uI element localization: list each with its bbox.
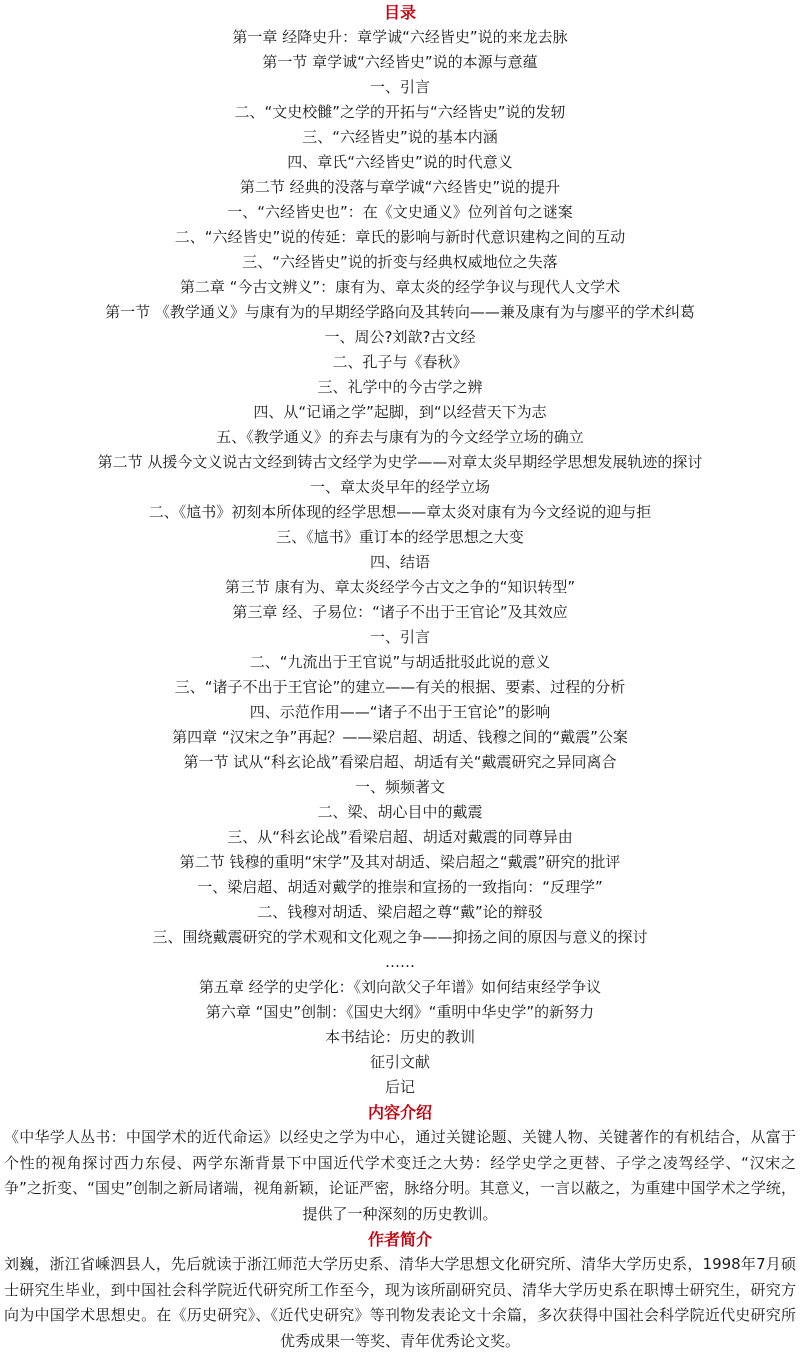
toc-item: 一、频频著文 <box>354 778 445 796</box>
toc-item: 一、引言 <box>369 78 430 96</box>
toc-item: 征引文献 <box>369 1053 430 1071</box>
toc-item: 第三章 经、子易位：“诸子不出于王官论”及其效应 <box>232 603 568 621</box>
toc-item: 第二章 “今古文辨义”：康有为、章太炎的经学争议与现代人文学术 <box>179 278 621 296</box>
toc-item: 二、“文史校雠”之学的开拓与“六经皆史”说的发轫 <box>234 103 566 121</box>
toc-item: 本书结论：历史的教训 <box>324 1028 475 1046</box>
toc-item: 第二节 从援今文义说古文经到铸古文经学为史学——对章太炎早期经学思想发展轨迹的探讨 <box>97 453 703 471</box>
toc-item: 第五章 经学的史学化：《刘向歆父子年谱》如何结束经学争议 <box>198 978 602 996</box>
toc-item: 第三节 康有为、章太炎经学今古文之争的“知识转型” <box>224 578 576 596</box>
toc-item: 二、孔子与《春秋》 <box>332 353 468 371</box>
toc-item: 第二节 经典的没落与章学诚“六经皆史”说的提升 <box>239 178 561 196</box>
toc-item: 二、“九流出于王官说”与胡适批驳此说的意义 <box>249 653 551 671</box>
toc-item: 三、围绕戴震研究的学术观和文化观之争——抑扬之间的原因与意义的探讨 <box>152 928 648 946</box>
toc-item: 一、“六经皆史也”：在《文史通义》位列首句之谜案 <box>227 203 573 221</box>
toc-item: 二、《訄书》初刻本所体现的经学思想——章太炎对康有为今文经说的迎与拒 <box>148 503 652 521</box>
toc-item: 四、章氏“六经皆史”说的时代意义 <box>287 153 513 171</box>
toc-item: 三、从“科玄论战”看梁启超、胡适对戴震的同尊异由 <box>227 828 573 846</box>
toc-item: 第二节 钱穆的重明“宋学”及其对胡适、梁启超之“戴震”研究的批评 <box>179 853 621 871</box>
toc-item: 三、“六经皆史”说的折变与经典权威地位之失落 <box>242 253 558 271</box>
toc-item: 二、钱穆对胡适、梁启超之尊“戴”论的辩驳 <box>257 903 543 921</box>
toc-item: 四、结语 <box>369 553 430 571</box>
intro-text: 《中华学人丛书：中国学术的近代命运》以经史之学为中心，通过关键论题、关键人物、关键著作的有机结合，从富于个性的视角探讨西力东侵、两学东渐背景下中国近代学术变迁之大势：经学史学之更替、子学之凌驾经学、“汉宋之争”之折变、“国史”创制之新局诸端，视角新颖，论证严密，脉络分明。其意义，一言以蔽之，为重建中国学术之学统，提供了一种深刻的历史教训。 <box>4 1128 796 1223</box>
toc-item: 一、章太炎早年的经学立场 <box>309 478 490 496</box>
toc-item: 三、“六经皆史”说的基本内涵 <box>302 128 498 146</box>
toc-item: 第一章 经降史升：章学诚“六经皆史”说的来龙去脉 <box>232 28 568 46</box>
intro-title: 内容介绍 <box>367 1103 432 1122</box>
toc-item: 二、“六经皆史”说的传延：章氏的影响与新时代意识建构之间的互动 <box>174 228 626 246</box>
toc-item: 第一节 章学诚“六经皆史”说的本源与意蕴 <box>262 53 538 71</box>
toc-item: 后记 <box>384 1078 415 1096</box>
toc-item: 三、“诸子不出于王官论”的建立——有关的根据、要素、过程的分析 <box>174 678 626 696</box>
toc-item: 三、礼学中的今古学之辨 <box>317 378 483 396</box>
toc-item: 四、从“记诵之学”起脚，到“以经营天下为志 <box>253 403 547 421</box>
toc-item: 五、《教学通义》的弃去与康有为的今文经学立场的确立 <box>216 428 584 446</box>
toc-item: 二、梁、胡心目中的戴震 <box>317 803 483 821</box>
toc-item: 第六章 “国史”创制：《国史大纲》“重明中华史学”的新努力 <box>205 1003 595 1021</box>
toc-list <box>0 25 800 1100</box>
toc-item: 第四章 “汉宋之争”再起？——梁启超、胡适、钱穆之间的“戴震”公案 <box>172 728 628 746</box>
toc-item: 一、引言 <box>369 628 430 646</box>
toc-title: 目录 <box>383 3 416 22</box>
author-text: 刘巍，浙江省嵊泗县人，先后就读于浙江师范大学历史系、清华大学思想文化研究所、清华大学历史系，1998年7月硕士研究生毕业，到中国社会科学院近代研究所工作至今，现为该所副研究员、清华大学历史系在职博士研究生，研究方向为中国学术思想史。在《历史研究》、《近代史研究》等刊物发表论文十余篇，多次获得中国社会科学院近代史研究所优秀成果一等奖、青年优秀论文奖。 <box>4 1255 796 1350</box>
toc-item: 一、周公?刘歆?古文经 <box>324 328 476 346</box>
toc-item: 第一节 《教学通义》与康有为的早期经学路向及其转向——兼及康有为与廖平的学术纠葛 <box>105 303 695 321</box>
toc-item: …… <box>385 953 415 971</box>
toc-item: 三、《訄书》重订本的经学思想之大变 <box>276 528 524 546</box>
toc-item: 一、梁启超、胡适对戴学的推崇和宣扬的一致指向：“反理学” <box>197 878 603 896</box>
toc-item: 第一节 试从“科玄论战”看梁启超、胡适有关“戴震研究之异同离合 <box>183 753 617 771</box>
toc-item: 四、示范作用——“诸子不出于王官论”的影响 <box>249 703 551 721</box>
author-title: 作者简介 <box>367 1230 432 1249</box>
